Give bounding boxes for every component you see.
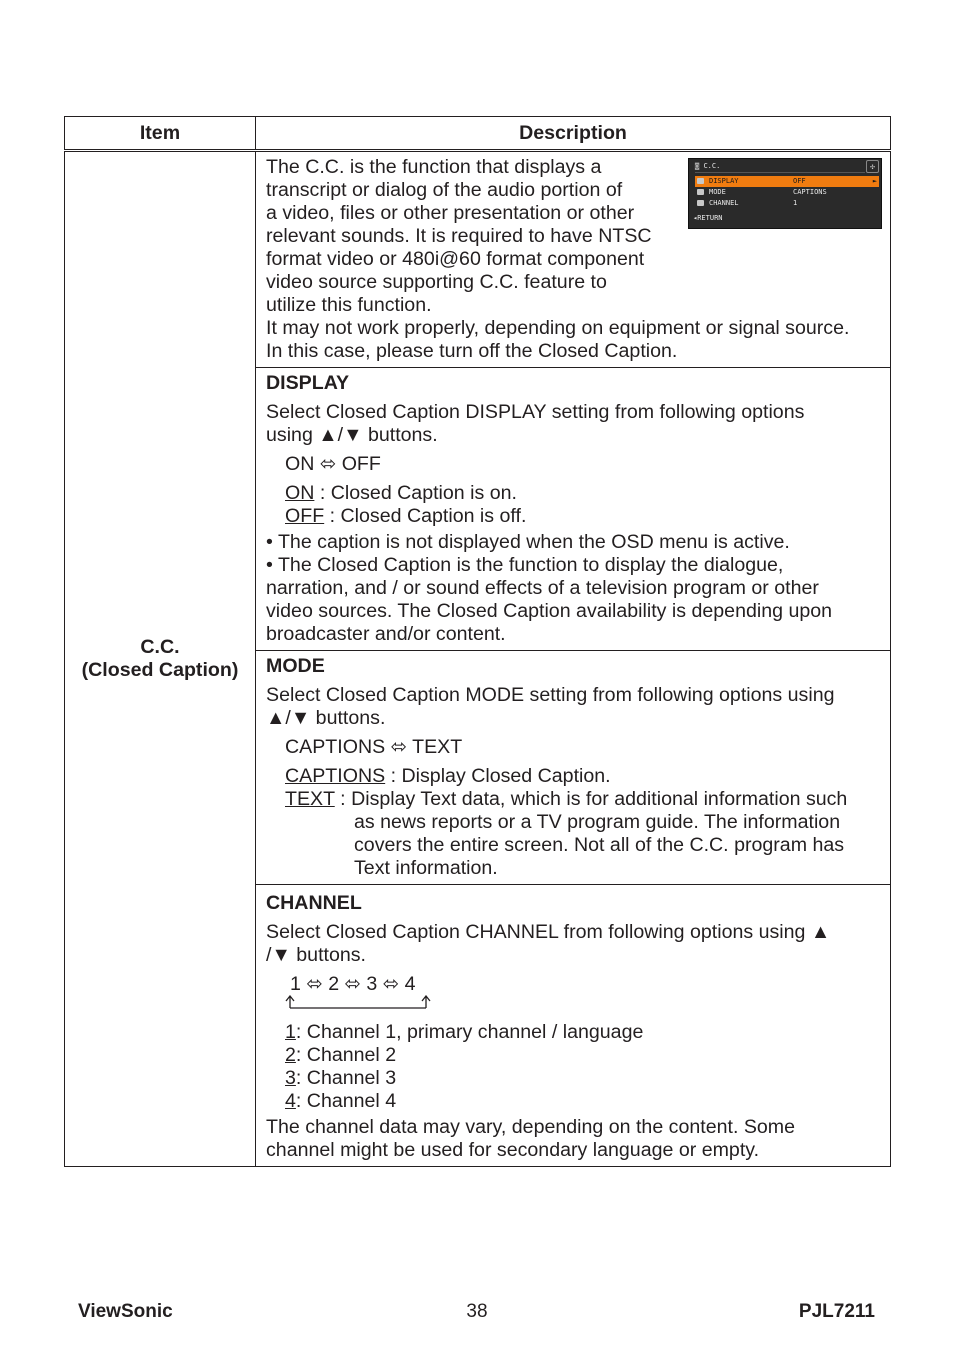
mode-option-text-cont: as news reports or a TV program guide. The information xyxy=(354,811,841,833)
display-note: video sources. The Closed Caption availability is depending upon xyxy=(266,600,833,622)
header-description: Description xyxy=(256,117,891,151)
intro-cell xyxy=(256,151,891,368)
osd-menu-icon: ◙ xyxy=(695,162,700,170)
channel-option-2: 2: Channel 2 xyxy=(285,1044,397,1066)
cc-description-table xyxy=(64,116,891,1167)
display-note: broadcaster and/or content. xyxy=(266,623,506,645)
osd-display-icon xyxy=(697,178,704,184)
item-cell-cc xyxy=(65,151,256,1167)
channel-cycle xyxy=(266,973,882,1021)
intro-line: It may not work properly, depending on equipment or signal source. xyxy=(266,317,850,339)
channel-heading: CHANNEL xyxy=(266,892,362,914)
mode-cycle: CAPTIONS ⬄ TEXT xyxy=(285,736,463,758)
osd-cc-menu xyxy=(688,158,882,229)
osd-row-channel: CHANNEL 1 xyxy=(695,198,879,209)
channel-option-3: 3: Channel 3 xyxy=(285,1067,397,1089)
channel-cell xyxy=(256,885,891,1167)
osd-channel-icon xyxy=(697,200,704,206)
osd-mode-icon xyxy=(697,189,704,195)
display-note: • The caption is not displayed when the OSD menu is active. xyxy=(266,531,790,553)
table-row-intro xyxy=(65,151,891,368)
display-heading: DISPLAY xyxy=(266,372,350,394)
channel-note: The channel data may vary, depending on the content. Some xyxy=(266,1116,796,1138)
mode-heading: MODE xyxy=(266,655,325,677)
header-item: Item xyxy=(65,117,256,151)
mode-option-captions: CAPTIONS : Display Closed Caption. xyxy=(285,765,611,787)
intro-line: a video, files or other presentation or other xyxy=(266,202,635,224)
loop-arrow-icon xyxy=(285,995,435,1009)
display-desc: using ▲/▼ buttons. xyxy=(266,424,438,446)
item-name-full: (Closed Caption) xyxy=(81,659,239,681)
osd-return-icon: ◂ xyxy=(693,214,698,222)
channel-cycle-text: 1 ⬄ 2 ⬄ 3 ⬄ 4 xyxy=(290,973,416,995)
intro-line: The C.C. is the function that displays a xyxy=(266,156,602,178)
mode-option-text: TEXT : Display Text data, which is for additional information such xyxy=(285,788,848,810)
display-option-off: OFF : Closed Caption is off. xyxy=(285,505,527,527)
osd-right-arrow-icon: ► xyxy=(872,177,877,185)
mode-option-text-cont: covers the entire screen. Not all of the C.C. program has xyxy=(354,834,845,856)
osd-return: ◂RETURN xyxy=(693,214,723,222)
display-cycle: ON ⬄ OFF xyxy=(285,453,381,475)
display-desc: Select Closed Caption DISPLAY setting from following options xyxy=(266,401,805,423)
item-name: C.C. xyxy=(140,636,180,658)
mode-desc: ▲/▼ buttons. xyxy=(266,707,386,729)
display-note: • The Closed Caption is the function to display the dialogue, xyxy=(266,554,784,576)
osd-gear-icon: ✣ xyxy=(866,160,879,173)
footer-brand: ViewSonic xyxy=(78,1301,173,1322)
intro-line: video source supporting C.C. feature to xyxy=(266,271,607,293)
channel-desc: /▼ buttons. xyxy=(266,944,366,966)
mode-option-text-cont: Text information. xyxy=(354,857,498,879)
intro-line: transcript or dialog of the audio portion of xyxy=(266,179,623,201)
intro-line: relevant sounds. It is required to have NTSC xyxy=(266,225,652,247)
osd-row-display: DISPLAY OFF ► xyxy=(695,176,879,187)
display-note: narration, and / or sound effects of a television program or other xyxy=(266,577,819,599)
channel-desc: Select Closed Caption CHANNEL from following options using ▲ xyxy=(266,921,831,943)
channel-option-1: 1: Channel 1, primary channel / language xyxy=(285,1021,644,1043)
osd-title: ◙ C.C. xyxy=(695,161,865,173)
mode-desc: Select Closed Caption MODE setting from following options using xyxy=(266,684,835,706)
table-header-row xyxy=(65,117,891,151)
display-option-on: ON : Closed Caption is on. xyxy=(285,482,517,504)
channel-option-4: 4: Channel 4 xyxy=(285,1090,397,1112)
intro-line: format video or 480i@60 format component xyxy=(266,248,645,270)
intro-line: utilize this function. xyxy=(266,294,432,316)
channel-note: channel might be used for secondary language or empty. xyxy=(266,1139,760,1161)
mode-cell xyxy=(256,651,891,885)
footer-model: PJL7211 xyxy=(798,1301,875,1322)
osd-row-mode: MODE CAPTIONS xyxy=(695,187,879,198)
intro-line: In this case, please turn off the Closed Caption. xyxy=(266,340,678,362)
footer-page-number: 38 xyxy=(466,1301,488,1322)
display-cell xyxy=(256,368,891,651)
